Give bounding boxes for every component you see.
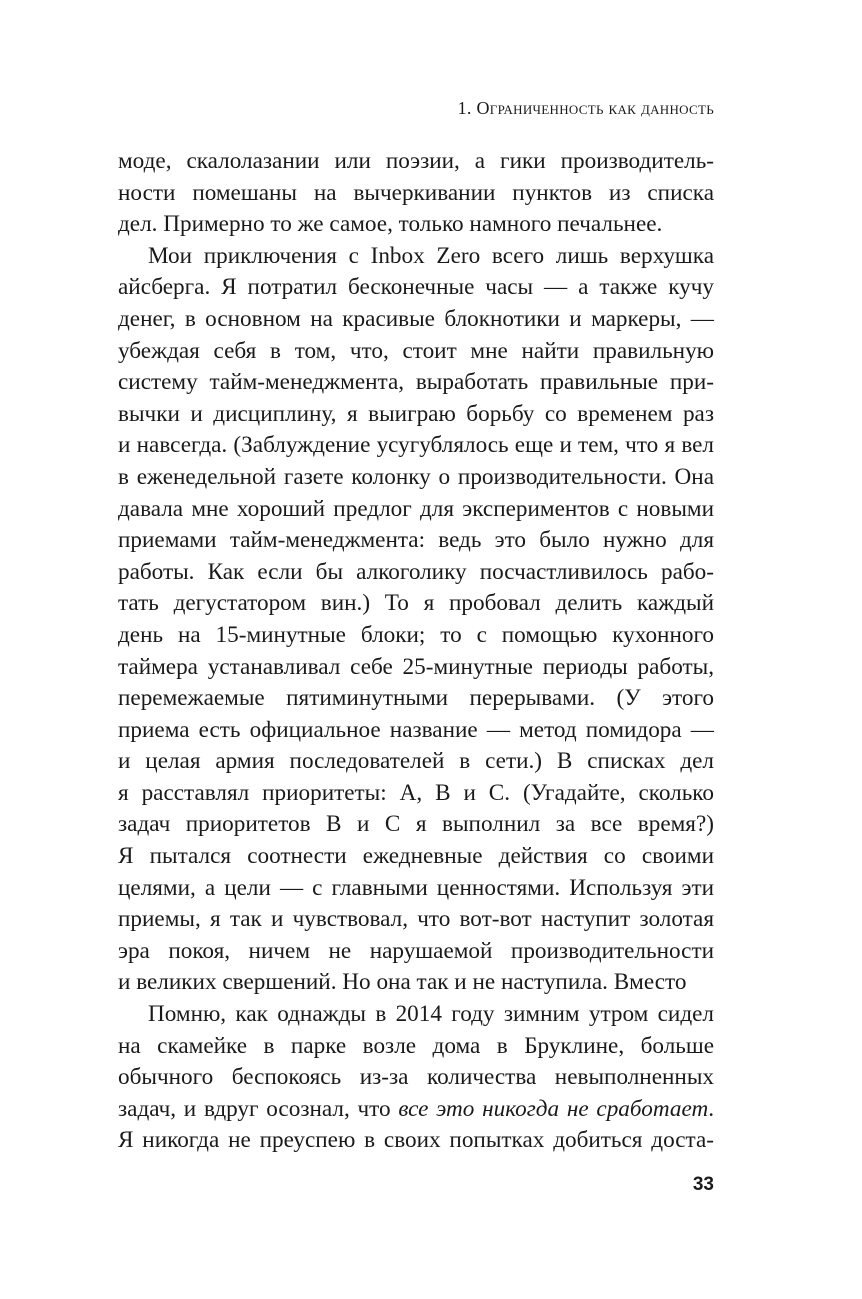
text-line: день на 15-минутные блоки; то с помощью кухонного — [118, 621, 714, 648]
text-line: и великих свершений. Но она так и не наступила. Вместо — [118, 969, 687, 996]
text-line: целями, а цели — с главными ценностями. Используя эти — [118, 874, 714, 901]
text-line: приема есть официальное название — метод помидора — — [118, 716, 714, 743]
text-line: вычки и дисциплину, я выиграю борьбу со временем раз — [118, 400, 714, 427]
text-segment: задач, и вдруг осознал, что — [118, 1095, 399, 1122]
text-line: приемы, я так и чувствовал, что вот-вот наступит золотая — [118, 906, 714, 933]
text-line: Мои приключения с Inbox Zero всего лишь верхушка — [148, 242, 714, 269]
text-line: на скамейке в парке возле дома в Бруклине, больше — [118, 1032, 714, 1059]
text-line: обычного беспокоясь из-за количества невыполненных — [118, 1064, 714, 1091]
text-line: работы. Как если бы алкоголику посчастливилось рабо- — [118, 558, 714, 585]
text-line-with-emphasis — [118, 1094, 714, 1126]
text-line: тать дегустатором вин.) То я пробовал делить каждый — [118, 590, 714, 617]
page-number: 33 — [692, 1174, 714, 1195]
text-line: приемами тайм-менеджмента: ведь это было нужно для — [118, 527, 714, 554]
page-body — [118, 146, 714, 1157]
text-line: Я пытался соотнести ежедневные действия со своими — [118, 843, 714, 870]
text-line: ности помешаны на вычеркивании пунктов из списка — [118, 179, 714, 206]
text-line: и целая армия последователей в сети.) В списках дел — [118, 748, 714, 775]
text-line: таймера устанавливал себе 25-минутные периоды работы, — [118, 653, 714, 680]
text-line: Помню, как однажды в 2014 году зимним утром сидел — [148, 1001, 714, 1028]
text-line: и навсегда. (Заблуждение усугублялось еще и тем, что я вел — [118, 432, 714, 459]
text-line: дел. Примерно то же самое, только намного печальнее. — [118, 211, 663, 238]
text-line: я расставлял приоритеты: A, B и C. (Угадайте, сколько — [118, 779, 714, 806]
running-header: 1. Ограниченность как данность — [457, 98, 714, 118]
text-line: убеждая себя в том, что, стоит мне найти правильную — [118, 337, 714, 364]
text-line: давала мне хороший предлог для экспериментов с новыми — [118, 495, 714, 522]
text-segment: . — [708, 1095, 714, 1122]
text-line: систему тайм-менеджмента, выработать правильные при- — [118, 369, 714, 396]
text-line: айсберга. Я потратил бесконечные часы — а также кучу — [118, 274, 714, 301]
emphasized-text: все это никогда не сработает — [398, 1095, 709, 1122]
text-line: моде, скалолазании или поэзии, а гики производитель- — [118, 148, 714, 174]
text-line: эра покоя, ничем не нарушаемой производительности — [118, 937, 714, 964]
text-line: денег, в основном на красивые блокнотики и маркеры, — — [118, 305, 714, 332]
text-line: задач приоритетов B и C я выполнил за все время?) — [118, 811, 714, 838]
text-line: Я никогда не преуспею в своих попытках добиться доста- — [118, 1127, 714, 1154]
text-line: перемежаемые пятиминутными перерывами. (У этого — [118, 685, 714, 712]
text-line: в еженедельной газете колонку о производительности. Она — [118, 463, 714, 490]
